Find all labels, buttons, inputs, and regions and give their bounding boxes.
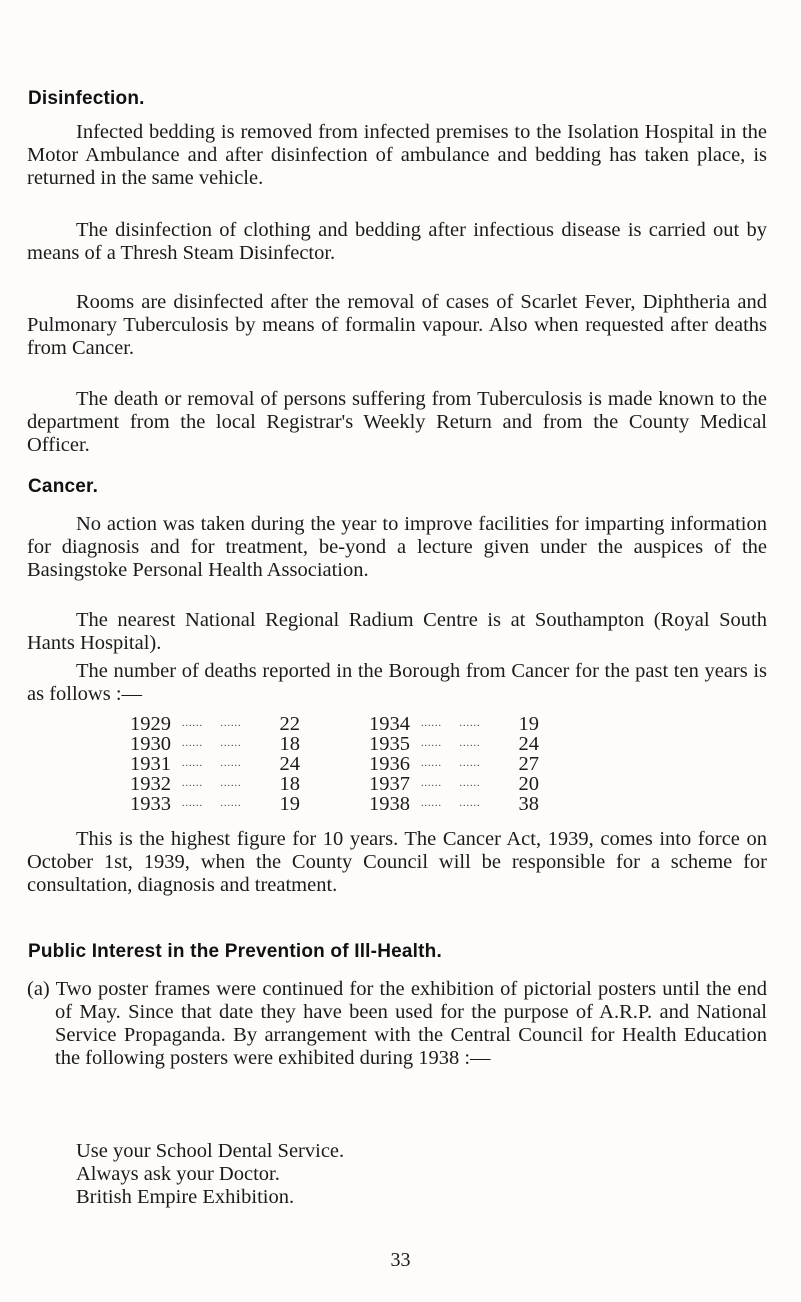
leader-dots: ...... ......: [421, 798, 481, 809]
leader-dots: ...... ......: [421, 738, 481, 749]
leader-dots: ...... ......: [182, 778, 242, 789]
year-cell: 1937: [369, 773, 410, 795]
table-row: [130, 734, 539, 754]
paragraph: The nearest National Regional Radium Centre is at Southampton (Royal South Hants Hospital).: [27, 609, 767, 654]
paragraph: This is the highest figure for 10 years. The Cancer Act, 1939, comes into force on October 1st, 1939, when the County Council will be responsible for a scheme for consultation, diagnosis and treatment.: [27, 828, 767, 896]
list-item: British Empire Exhibition.: [76, 1186, 295, 1208]
section-heading-public-interest: Public Interest in the Prevention of Ill-Health.: [28, 941, 442, 962]
list-item: Use your School Dental Service.: [76, 1140, 345, 1162]
table-row: [130, 794, 539, 814]
paragraph: The disinfection of clothing and bedding after infectious disease is carried out by means of a Thresh Steam Disinfector.: [27, 219, 767, 264]
section-heading-cancer: Cancer.: [28, 476, 99, 497]
year-cell: 1932: [130, 773, 171, 795]
deaths-count-cell: 38: [518, 793, 539, 815]
year-cell: 1929: [130, 713, 171, 735]
list-item: Always ask your Doctor.: [76, 1163, 280, 1185]
paragraph: Infected bedding is removed from infected premises to the Isolation Hospital in the Motor Ambulance and after disinfection of ambulance and bedding has taken place, is returned in the same vehicle.: [27, 121, 767, 189]
year-cell: 1931: [130, 753, 171, 775]
paragraph: The death or removal of persons suffering from Tuberculosis is made known to the department from the local Registrar's Weekly Return and from the County Medical Officer.: [27, 388, 767, 456]
list-item-a: (a) Two poster frames were continued for the exhibition of pictorial posters until the end of May. Since that date they have been used for the purpose of A.R.P. and National Service Propaganda. By arrangement with the Central Council for Health Education the following posters were exhibited during 1938 :—: [27, 978, 767, 1069]
table-row: [130, 754, 539, 774]
cancer-deaths-table: [130, 714, 539, 814]
deaths-count-cell: 24: [279, 753, 300, 775]
leader-dots: ...... ......: [182, 798, 242, 809]
deaths-count-cell: 22: [279, 713, 300, 735]
year-cell: 1930: [130, 733, 171, 755]
year-cell: 1935: [369, 733, 410, 755]
leader-dots: ...... ......: [182, 738, 242, 749]
deaths-count-cell: 24: [518, 733, 539, 755]
poster-list: [76, 1140, 344, 1209]
deaths-count-cell: 19: [518, 713, 539, 735]
paragraph: Rooms are disinfected after the removal of cases of Scarlet Fever, Diphtheria and Pulmonary Tuberculosis by means of formalin vapour. Also when requested after deaths from Cancer.: [27, 291, 767, 359]
page-number: 33: [390, 1249, 411, 1271]
deaths-count-cell: 18: [279, 773, 300, 795]
leader-dots: ...... ......: [421, 778, 481, 789]
table-row: [130, 774, 539, 794]
leader-dots: ...... ......: [421, 718, 481, 729]
year-cell: 1936: [369, 753, 410, 775]
paragraph: The number of deaths reported in the Borough from Cancer for the past ten years is as follows :—: [27, 660, 767, 705]
paragraph: No action was taken during the year to improve facilities for imparting information for diagnosis and for treatment, be-yond a lecture given under the auspices of the Basingstoke Personal Health Association.: [27, 513, 767, 581]
year-cell: 1934: [369, 713, 410, 735]
section-heading-disinfection: Disinfection.: [28, 88, 145, 109]
year-cell: 1933: [130, 793, 171, 815]
table-row: [130, 714, 539, 734]
leader-dots: ...... ......: [421, 758, 481, 769]
deaths-count-cell: 20: [518, 773, 539, 795]
leader-dots: ...... ......: [182, 758, 242, 769]
leader-dots: ...... ......: [182, 718, 242, 729]
deaths-count-cell: 18: [279, 733, 300, 755]
deaths-count-cell: 27: [518, 753, 539, 775]
deaths-count-cell: 19: [279, 793, 300, 815]
year-cell: 1938: [369, 793, 410, 815]
